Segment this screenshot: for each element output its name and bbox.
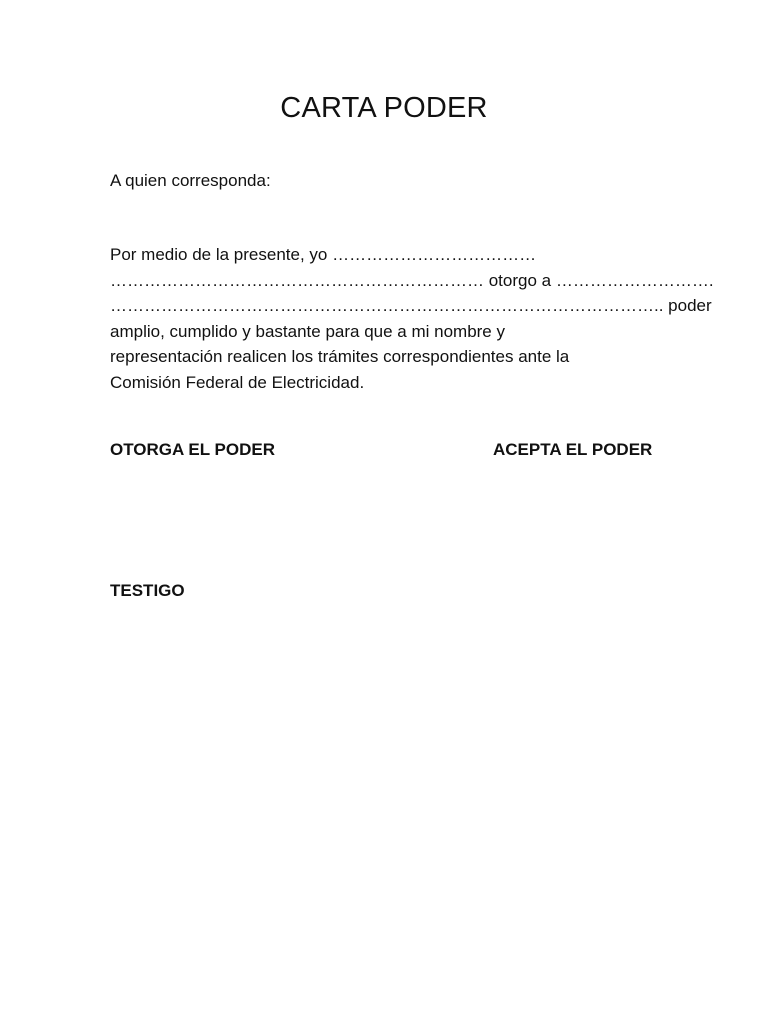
- document-title: CARTA PODER: [280, 92, 488, 124]
- body-line: …………………………………………………………………………………….. poder: [110, 296, 712, 315]
- salutation: A quien corresponda:: [110, 171, 271, 190]
- body-line: ………………………………………………………… otorgo a ……………………….: [110, 270, 714, 290]
- body-line: representación realicen los trámites correspondientes ante la: [110, 347, 570, 366]
- body-line: amplio, cumplido y bastante para que a mi nombre y: [110, 321, 505, 341]
- body-line: Comisión Federal de Electricidad.: [110, 372, 365, 392]
- body-paragraph: [110, 242, 714, 395]
- grantor-signature-label: OTORGA EL PODER: [110, 440, 275, 459]
- witness-signature-label: TESTIGO: [110, 581, 185, 600]
- body-line: Por medio de la presente, yo ………………………………: [110, 245, 537, 264]
- acceptor-signature-label: ACEPTA EL PODER: [493, 440, 653, 459]
